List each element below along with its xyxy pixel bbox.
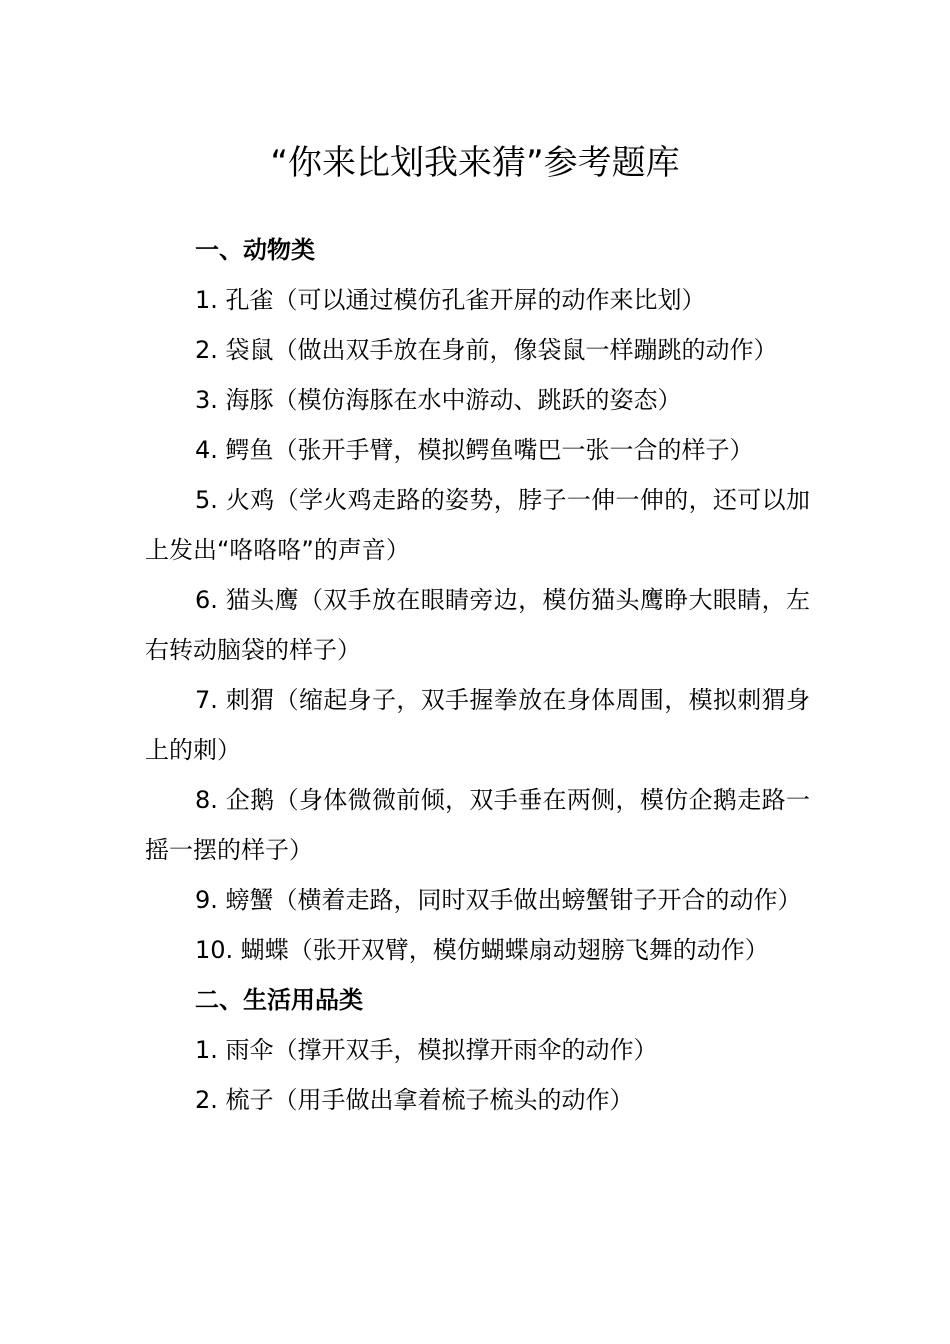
list-item: 1. 雨伞（撑开双手，模拟撑开雨伞的动作） bbox=[195, 1036, 658, 1064]
list-item: 2. 袋鼠（做出双手放在身前，像袋鼠一样蹦跳的动作） bbox=[195, 336, 778, 364]
section-heading: 二、生活用品类 bbox=[195, 986, 363, 1014]
list-item: 9. 螃蟹（横着走路，同时双手做出螃蟹钳子开合的动作） bbox=[195, 886, 802, 914]
list-item: 4. 鳄鱼（张开手臂，模拟鳄鱼嘴巴一张一合的样子） bbox=[195, 436, 754, 464]
list-item: 7. 刺猬（缩起身子，双手握拳放在身体周围，模拟刺猬身上的刺） bbox=[145, 686, 810, 764]
list-item: 6. 猫头鹰（双手放在眼睛旁边，模仿猫头鹰睁大眼睛，左右转动脑袋的样子） bbox=[145, 586, 810, 664]
list-item: 3. 海豚（模仿海豚在水中游动、跳跃的姿态） bbox=[195, 386, 682, 414]
list-item: 2. 梳子（用手做出拿着梳子梳头的动作） bbox=[195, 1086, 634, 1114]
page-title: “你来比划我来猜”参考题库 bbox=[270, 143, 680, 183]
list-item: 10. 蝴蝶（张开双臂，模仿蝴蝶扇动翅膀飞舞的动作） bbox=[195, 936, 769, 964]
section-animals bbox=[145, 225, 810, 975]
list-item: 5. 火鸡（学火鸡走路的姿势，脖子一伸一伸的，还可以加上发出“咯咯咯”的声音） bbox=[145, 486, 810, 564]
section-heading: 一、动物类 bbox=[195, 236, 315, 264]
section-daily-items bbox=[145, 975, 810, 1125]
list-item: 1. 孔雀（可以通过模仿孔雀开屏的动作来比划） bbox=[195, 286, 706, 314]
document-body bbox=[145, 225, 810, 1125]
list-item: 8. 企鹅（身体微微前倾，双手垂在两侧，模仿企鹅走路一摇一摆的样子） bbox=[145, 786, 810, 864]
